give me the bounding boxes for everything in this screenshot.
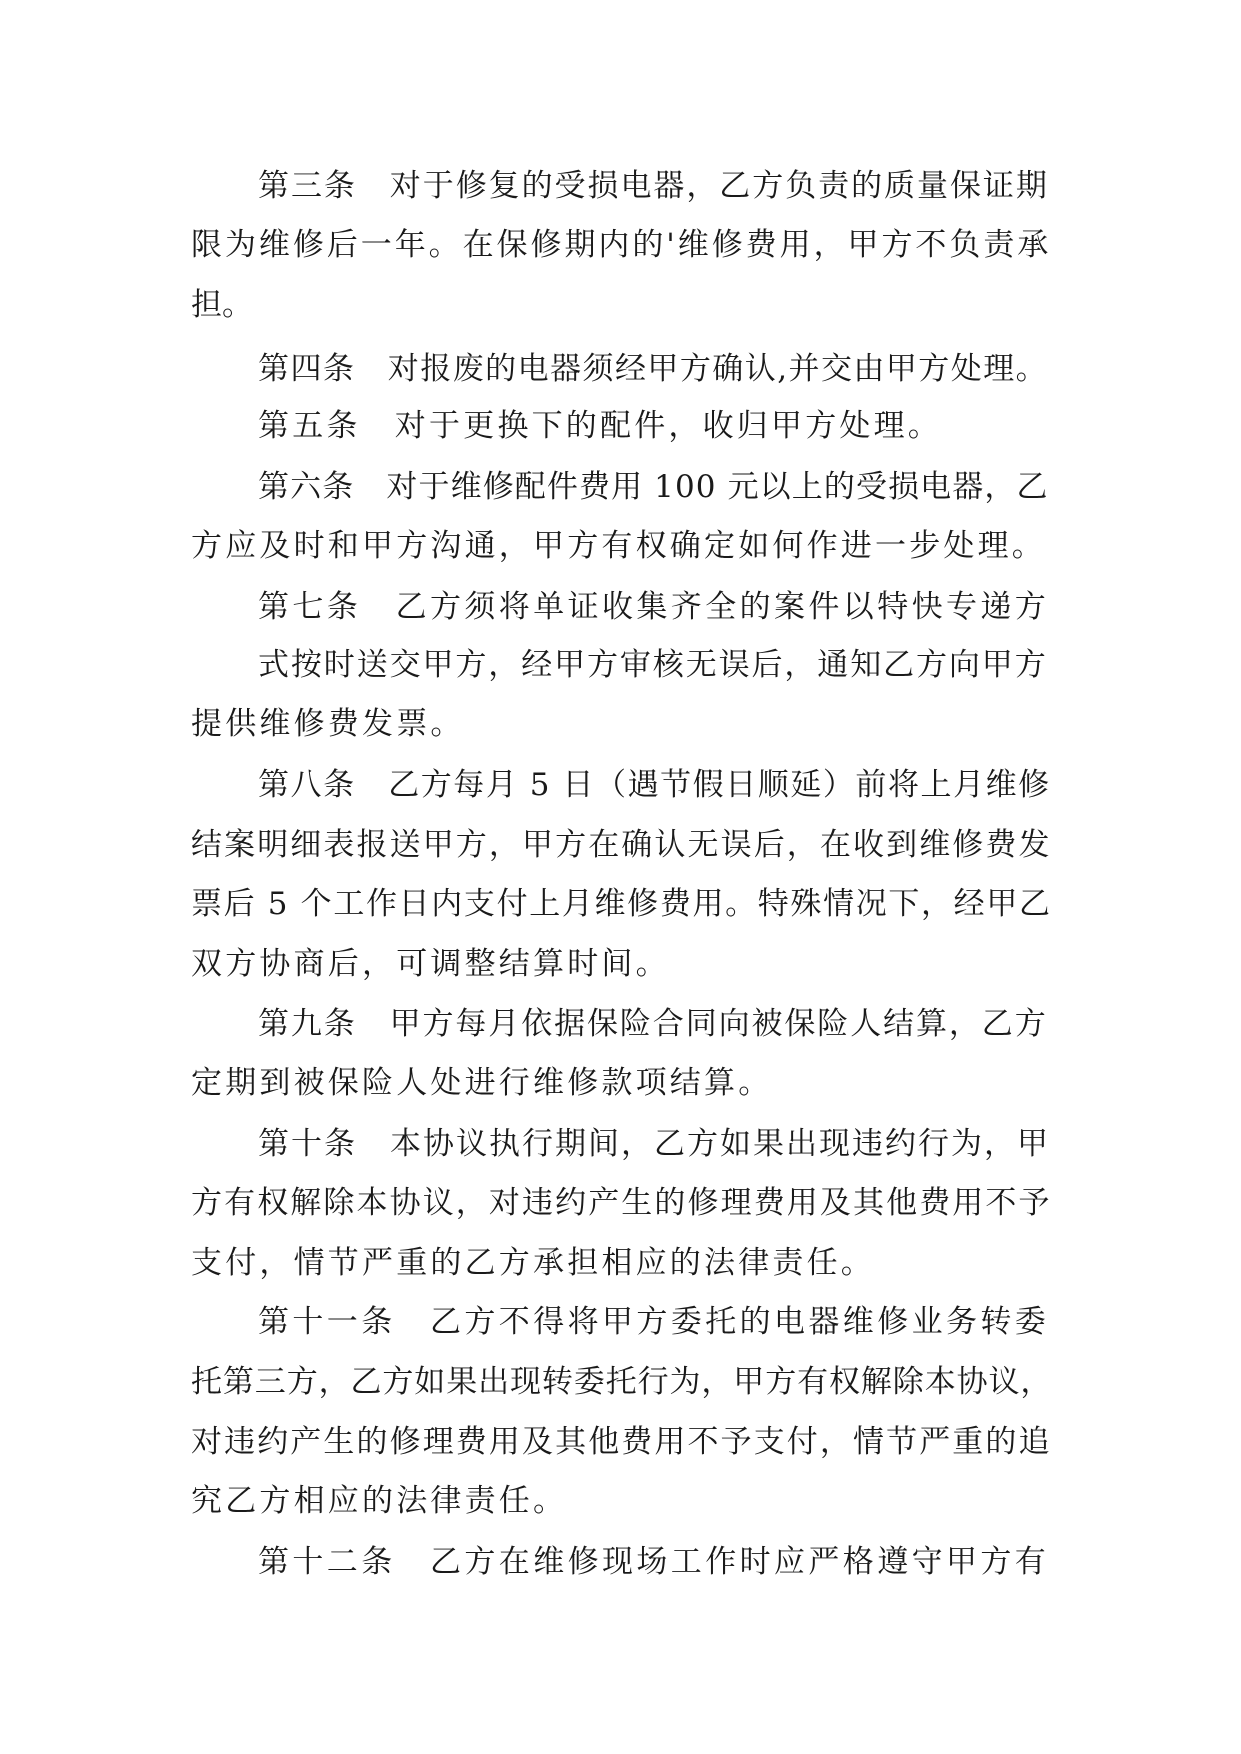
text-line-3: 担。 bbox=[191, 287, 253, 323]
text-line-20: 第十一条 乙方不得将甲方委托的电器维修业务转委 bbox=[258, 1304, 1050, 1340]
text-line-15: 第九条 甲方每月依据保险合同向被保险人结算，乙方 bbox=[258, 1006, 1048, 1042]
text-line-17: 第十条 本协议执行期间，乙方如果出现违约行为，甲 bbox=[258, 1126, 1050, 1162]
text-line-9: 式按时送交甲方，经甲方审核无误后，通知乙方向甲方 bbox=[258, 647, 1048, 683]
text-line-1: 第三条 对于修复的受损电器，乙方负责的质量保证期 bbox=[258, 168, 1049, 204]
text-line-4: 第四条 对报废的电器须经甲方确认,并交由甲方处理。 bbox=[258, 351, 1049, 387]
text-line-7: 方应及时和甲方沟通，甲方有权确定如何作进一步处理。 bbox=[191, 528, 1046, 564]
text-line-8: 第七条 乙方须将单证收集齐全的案件以特快专递方 bbox=[258, 589, 1050, 625]
text-line-14: 双方协商后，可调整结算时间。 bbox=[191, 946, 670, 982]
text-line-19: 支付，情节严重的乙方承担相应的法律责任。 bbox=[191, 1245, 875, 1281]
text-line-21: 托第三方，乙方如果出现转委托行为，甲方有权解除本协议， bbox=[191, 1364, 1053, 1400]
text-line-2: 限为维修后一年。在保修期内的'维修费用，甲方不负责承 bbox=[191, 227, 1052, 263]
text-line-13: 票后 5 个工作日内支付上月维修费用。特殊情况下，经甲乙 bbox=[191, 886, 1052, 922]
text-line-6: 第六条 对于维修配件费用 100 元以上的受损电器，乙 bbox=[258, 469, 1049, 505]
text-line-23: 究乙方相应的法律责任。 bbox=[191, 1483, 568, 1519]
text-line-5: 第五条 对于更换下的配件，收归甲方处理。 bbox=[258, 408, 942, 444]
text-line-16: 定期到被保险人处进行维修款项结算。 bbox=[191, 1065, 773, 1101]
text-line-24: 第十二条 乙方在维修现场工作时应严格遵守甲方有 bbox=[258, 1544, 1050, 1580]
text-line-12: 结案明细表报送甲方，甲方在确认无误后，在收到维修费发 bbox=[191, 827, 1052, 863]
text-line-22: 对违约产生的修理费用及其他费用不予支付，情节严重的追 bbox=[191, 1424, 1052, 1460]
text-line-18: 方有权解除本协议，对违约产生的修理费用及其他费用不予 bbox=[191, 1185, 1052, 1221]
text-line-10: 提供维修费发票。 bbox=[191, 706, 465, 742]
text-line-11: 第八条 乙方每月 5 日（遇节假日顺延）前将上月维修 bbox=[258, 767, 1051, 803]
